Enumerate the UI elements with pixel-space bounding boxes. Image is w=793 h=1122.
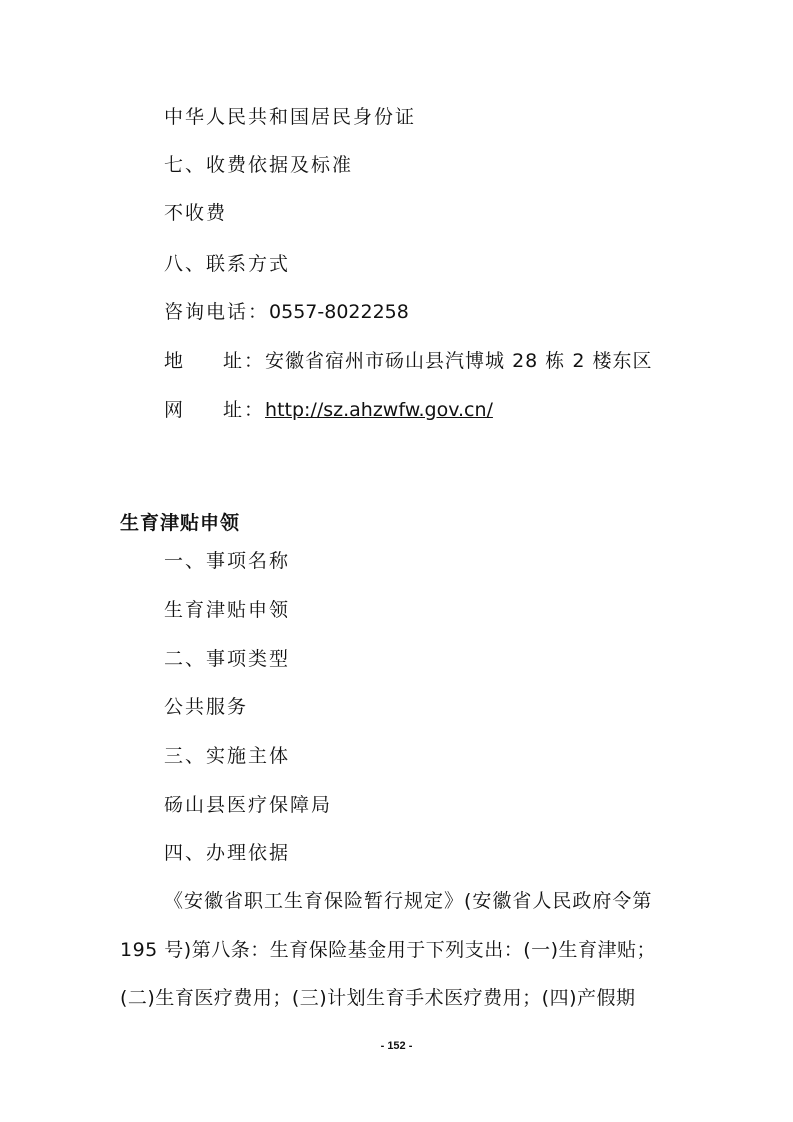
contact-website (164, 397, 493, 423)
contact-address-value: 安徽省宿州市砀山县汽博城 28 栋 2 楼东区 (265, 350, 653, 372)
contact-phone-value: 0557-8022258 (269, 301, 409, 323)
contact-website-link[interactable]: http://sz.ahzwfw.gov.cn/ (265, 399, 493, 421)
section-heading: 生育津贴申领 (120, 512, 241, 534)
section-item: 一、事项名称 (164, 550, 291, 572)
contact-website-label-b: 址： (223, 399, 266, 421)
heading-contact: 八、联系方式 (164, 253, 291, 275)
section-item: 三、实施主体 (164, 745, 291, 767)
text-line-id-card: 中华人民共和国居民身份证 (164, 106, 417, 128)
para-line: 195 号)第八条：生育保险基金用于下列支出：(一)生育津贴； (120, 939, 657, 961)
page-number: - 152 - (380, 1040, 413, 1052)
section-item: 四、办理依据 (164, 842, 291, 864)
contact-website-label-a: 网 (164, 399, 186, 421)
para-line: (二)生育医疗费用；(三)计划生育手术医疗费用；(四)产假期 (120, 987, 636, 1009)
contact-phone (164, 299, 409, 325)
contact-phone-label: 咨询电话： (164, 301, 270, 323)
section-item: 公共服务 (164, 696, 249, 718)
section-item: 砀山县医疗保障局 (164, 794, 333, 816)
text-line-no-fee: 不收费 (164, 202, 228, 224)
contact-address-label-a: 地 (164, 350, 186, 372)
contact-address-label-b: 址： (223, 350, 266, 372)
contact-address (164, 348, 652, 374)
heading-fee-basis: 七、收费依据及标准 (164, 154, 354, 176)
section-item: 生育津贴申领 (164, 599, 291, 621)
section-item: 二、事项类型 (164, 648, 291, 670)
para-line: 《安徽省职工生育保险暂行规定》(安徽省人民政府令第 (164, 890, 653, 912)
